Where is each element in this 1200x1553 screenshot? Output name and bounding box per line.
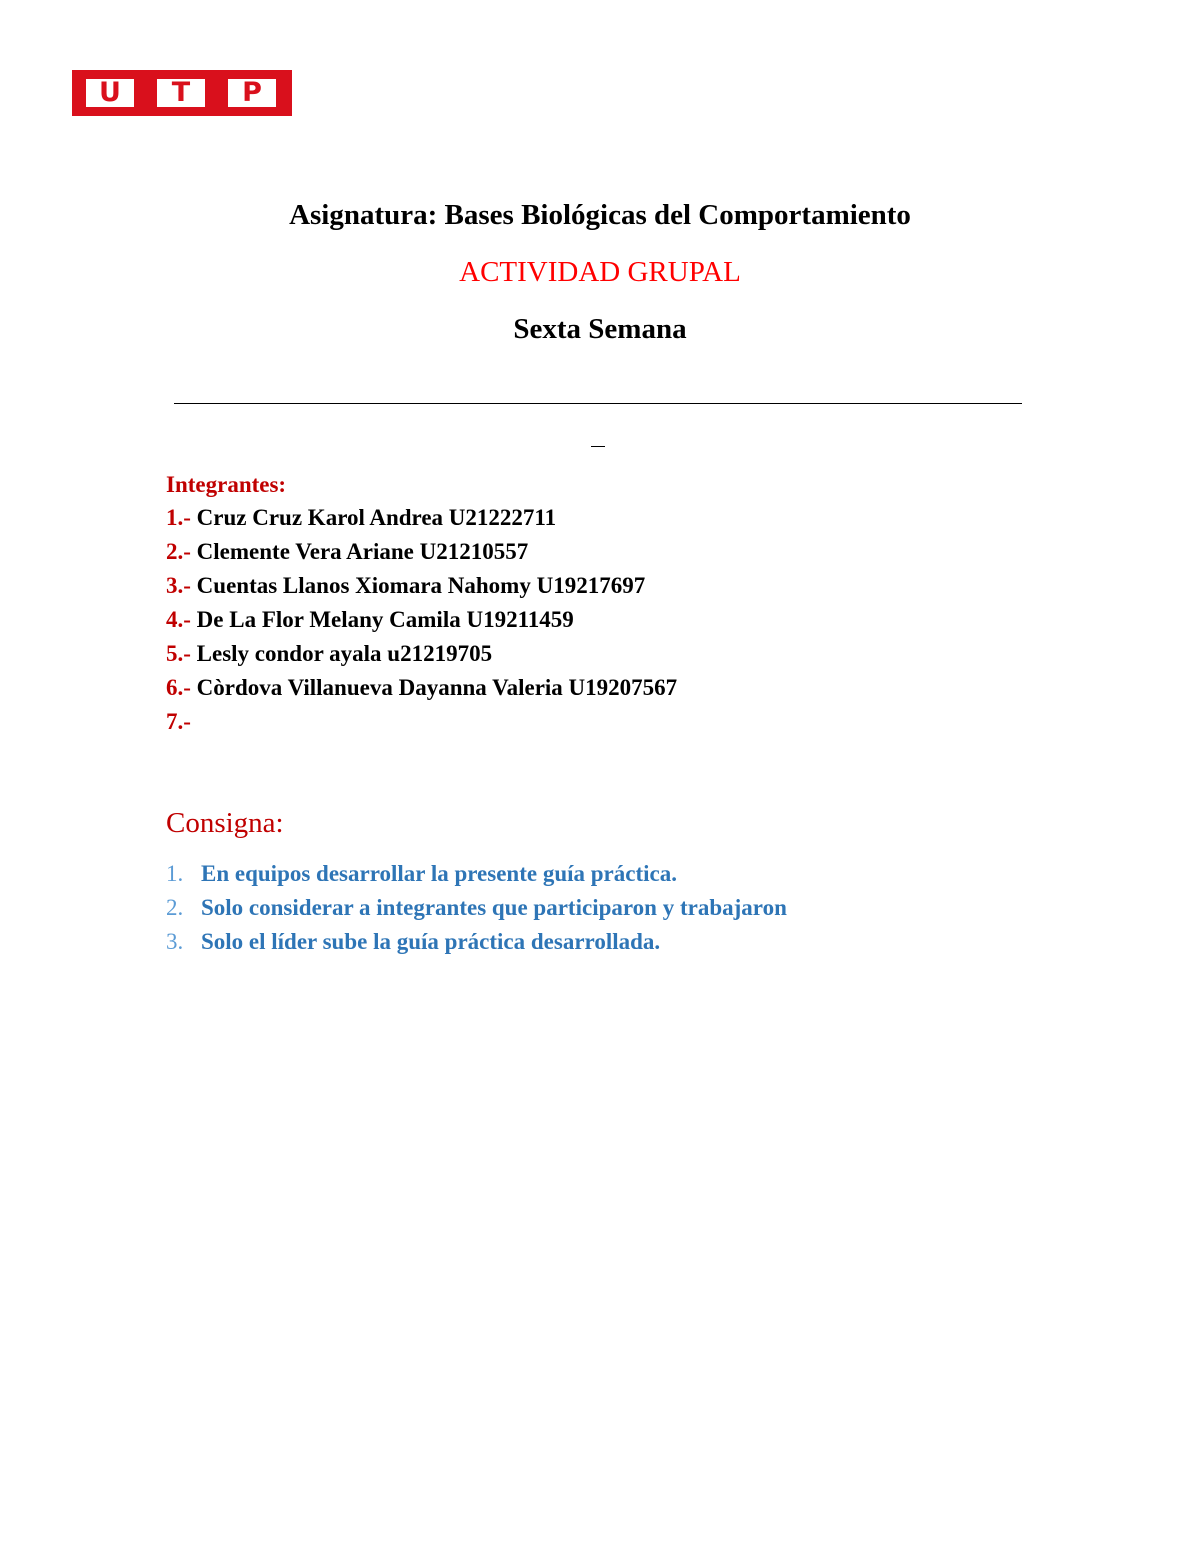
member-item [166,501,1066,535]
consigna-item [166,925,1066,959]
member-number: 4 [166,607,178,632]
member-item [166,603,1066,637]
member-separator: .- [177,505,191,530]
logo-letter: P [242,77,262,108]
consigna-number: 3. [166,929,184,954]
activity-title: ACTIVIDAD GRUPAL [459,256,741,288]
consigna-text: Solo el líder sube la guía práctica desarrollada. [201,929,661,954]
member-name: Còrdova Villanueva Dayanna Valeria U19207567 [190,675,678,700]
utp-logo [72,70,292,116]
logo-letter-box [86,79,134,107]
consigna-number: 1. [166,861,184,886]
member-item [166,705,1066,739]
consigna-text: Solo considerar a integrantes que participaron y trabajaron [201,895,787,920]
member-number: 7 [166,709,178,734]
member-separator: .- [177,675,191,700]
member-number: 2 [166,539,178,564]
member-name: Clemente Vera Ariane U21210557 [190,539,529,564]
consigna-item [166,891,1066,925]
consigna-heading: Consigna: [166,807,284,839]
consigna-item [166,857,1066,891]
separator-line [174,403,1022,404]
member-name: Lesly condor ayala u21219705 [190,641,493,666]
member-name: De La Flor Melany Camila U19211459 [190,607,574,632]
consigna-text: En equipos desarrollar la presente guía práctica. [201,861,677,886]
member-number: 3 [166,573,178,598]
member-number: 6 [166,675,178,700]
members-section [166,470,1066,739]
member-number: 5 [166,641,178,666]
subject-title: Asignatura: Bases Biológicas del Comportamiento [289,199,911,231]
member-item [166,671,1066,705]
member-item [166,535,1066,569]
member-name: Cuentas Llanos Xiomara Nahomy U19217697 [190,573,646,598]
member-item [166,569,1066,603]
member-separator: .- [177,709,191,734]
member-separator: .- [177,573,191,598]
member-separator: .- [177,539,191,564]
logo-letter-box [157,79,205,107]
consigna-number: 2. [166,895,184,920]
logo-letter-box [228,79,276,107]
separator-dash [591,446,605,447]
logo-letter: U [99,77,121,108]
member-item [166,637,1066,671]
week-title: Sexta Semana [513,313,687,345]
member-separator: .- [177,607,191,632]
consigna-list [166,857,1066,959]
member-name: Cruz Cruz Karol Andrea U21222711 [190,505,557,530]
logo-letter: T [171,77,191,108]
members-heading: Integrantes: [166,472,287,497]
member-number: 1 [166,505,178,530]
member-separator: .- [177,641,191,666]
